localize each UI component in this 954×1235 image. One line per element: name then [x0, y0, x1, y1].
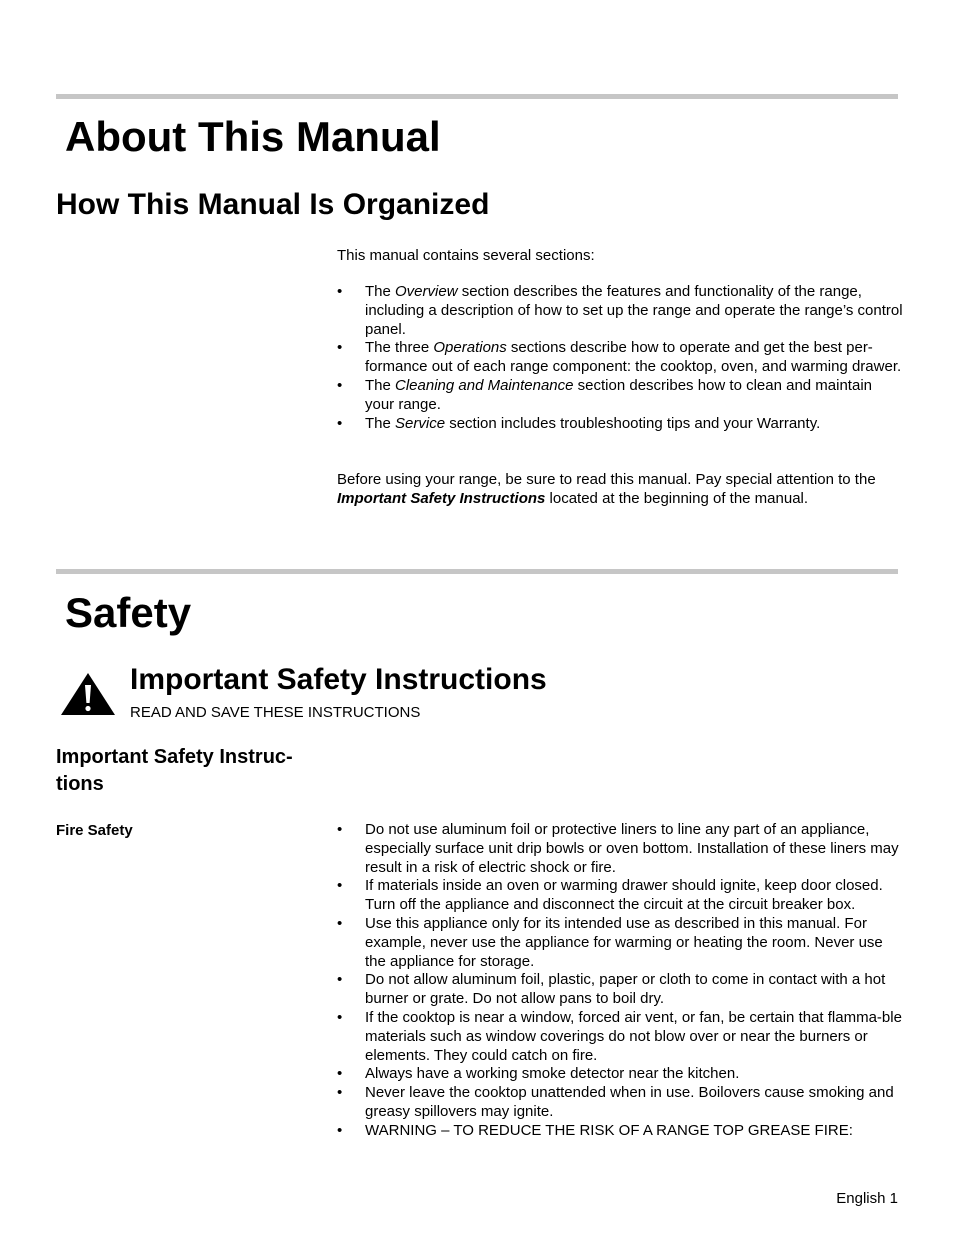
bullet-marker: • — [337, 1008, 343, 1026]
page-title-about: About This Manual — [65, 113, 441, 160]
bullet-marker: • — [337, 1084, 343, 1102]
list-item: • Use this appliance only for its intended use as described in this manual. For example, never use the appliance for warming or heating the room. Never use the appliance for storage. — [337, 914, 883, 970]
list-item: • The Service section includes troubleshooting tips and your Warranty. — [337, 414, 821, 432]
bullet-marker: • — [337, 339, 343, 357]
bullet-marker: • — [337, 1121, 343, 1139]
list-item: • If the cooktop is near a window, forced air vent, or fan, be certain that flamma-ble materials such as window coverings do not blow over or near the burners or elements. They could catch on fire. — [337, 1008, 902, 1064]
read-save-notice: READ AND SAVE THESE INSTRUCTIONS — [130, 704, 421, 721]
fire-safety-label: Fire Safety — [56, 822, 133, 839]
list-item: • Always have a working smoke detector near the kitchen. — [337, 1065, 740, 1083]
list-item: • The Cleaning and Maintenance section describes how to clean and maintain your range. — [337, 376, 872, 413]
list-item: • The Overview section describes the features and functionality of the range, including a description of how to set up the range and operate the range’s control panel. — [337, 283, 903, 338]
list-item: • WARNING – TO REDUCE THE RISK OF A RANGE TOP GREASE FIRE: — [337, 1121, 853, 1139]
bullet-marker: • — [337, 914, 343, 932]
section-divider-about — [56, 94, 898, 99]
heading-how-organized: How This Manual Is Organized — [56, 188, 490, 221]
bullet-marker: • — [337, 971, 343, 989]
list-item: • If materials inside an oven or warming drawer should ignite, keep door closed. Turn off the appliance and disconnect the circuit at the circuit breaker box. — [337, 877, 883, 914]
warning-triangle-icon — [60, 672, 116, 716]
closing-paragraph: Before using your range, be sure to read this manual. Pay special attention to the Important Safety Instructions located at the beginning of the manual. — [337, 471, 876, 507]
page-title-safety: Safety — [65, 589, 192, 636]
bullet-marker: • — [337, 821, 343, 838]
list-item: • Never leave the cooktop unattended when in use. Boilovers cause smoking and greasy spillovers may ignite. — [337, 1084, 894, 1120]
list-item: • Do not allow aluminum foil, plastic, paper or cloth to come in contact with a hot burner or grate. Do not allow pans to boil dry. — [337, 971, 886, 1008]
bullet-marker: • — [337, 877, 343, 895]
bullet-marker: • — [337, 414, 343, 432]
bullet-marker: • — [337, 376, 343, 394]
bullet-marker: • — [337, 1065, 343, 1083]
heading-important-safety: Important Safety Instructions — [130, 663, 547, 696]
list-item: • Do not use aluminum foil or protective liners to line any part of an appliance, especially surface unit drip bowls or oven bottom. Installation of these liners may result in a risk of electric shock or fire. — [337, 821, 899, 876]
bullet-marker: • — [337, 283, 343, 300]
fire-safety-list — [337, 821, 903, 1141]
section-divider-safety — [56, 569, 898, 574]
page-number: English 1 — [836, 1190, 898, 1207]
sections-list — [337, 283, 903, 433]
subheading-important-safety: Important Safety Instruc-tions — [56, 746, 293, 795]
list-item: • The three Operations sections describe how to operate and get the best per-formance out of each range component: the cooktop, oven, and warming drawer. — [337, 339, 902, 376]
intro-text: This manual contains several sections: — [337, 247, 595, 264]
